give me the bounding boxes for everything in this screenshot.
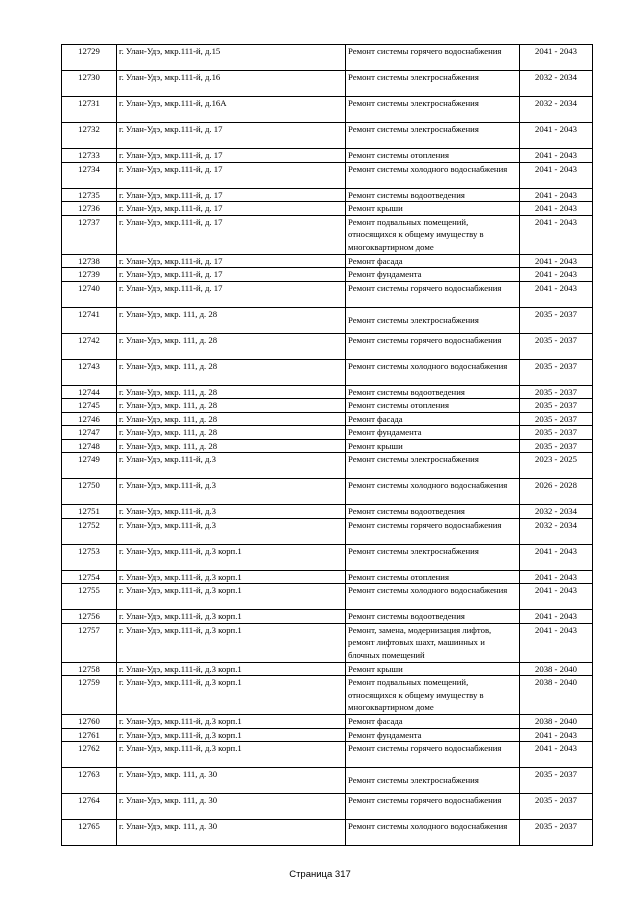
row-number: 12739: [62, 268, 117, 282]
row-period: 2038 - 2040: [520, 662, 593, 676]
page-number: Страница 317: [289, 869, 351, 880]
row-address: г. Улан-Удэ, мкр.111-й, д.15: [117, 45, 346, 71]
row-work-type: Ремонт системы электроснабжения: [346, 97, 520, 123]
row-work-type: Ремонт системы водоотведения: [346, 188, 520, 202]
table-row: [62, 676, 593, 715]
row-period: 2032 - 2034: [520, 505, 593, 519]
table-row: [62, 71, 593, 97]
row-address: г. Улан-Удэ, мкр.111-й, д.3 корп.1: [117, 728, 346, 742]
row-work-type: Ремонт системы электроснабжения: [346, 544, 520, 570]
table-row: [62, 715, 593, 729]
row-number: 12737: [62, 215, 117, 254]
row-address: г. Улан-Удэ, мкр. 111, д. 28: [117, 412, 346, 426]
row-address: г. Улан-Удэ, мкр.111-й, д. 17: [117, 254, 346, 268]
table-row: [62, 505, 593, 519]
table-row: [62, 623, 593, 662]
row-period: 2032 - 2034: [520, 518, 593, 544]
table-row: [62, 742, 593, 768]
row-work-type: Ремонт крыши: [346, 202, 520, 216]
row-number: 12754: [62, 570, 117, 584]
row-number: 12747: [62, 426, 117, 440]
row-number: 12745: [62, 399, 117, 413]
row-number: 12761: [62, 728, 117, 742]
row-address: г. Улан-Удэ, мкр. 111, д. 28: [117, 399, 346, 413]
row-address: г. Улан-Удэ, мкр.111-й, д.3 корп.1: [117, 623, 346, 662]
row-number: 12753: [62, 544, 117, 570]
row-work-type: Ремонт системы отопления: [346, 570, 520, 584]
row-work-type: Ремонт фундамента: [346, 268, 520, 282]
capital-repair-table: [61, 44, 593, 846]
table-body: [62, 45, 593, 846]
row-address: г. Улан-Удэ, мкр.111-й, д. 17: [117, 123, 346, 149]
table-row: [62, 426, 593, 440]
row-period: 2035 - 2037: [520, 820, 593, 846]
row-period: 2035 - 2037: [520, 359, 593, 385]
table-row: [62, 412, 593, 426]
row-work-type: Ремонт системы электроснабжения: [346, 123, 520, 149]
row-address: г. Улан-Удэ, мкр.111-й, д.3: [117, 479, 346, 505]
row-address: г. Улан-Удэ, мкр.111-й, д.3: [117, 518, 346, 544]
row-period: 2041 - 2043: [520, 45, 593, 71]
row-address: г. Улан-Удэ, мкр.111-й, д.16: [117, 71, 346, 97]
table-row: [62, 385, 593, 399]
row-work-type: Ремонт системы электроснабжения: [346, 453, 520, 479]
table-row: [62, 215, 593, 254]
row-number: 12756: [62, 610, 117, 624]
row-work-type: Ремонт системы отопления: [346, 149, 520, 163]
row-work-type: Ремонт системы горячего водоснабжения: [346, 518, 520, 544]
row-address: г. Улан-Удэ, мкр. 111, д. 30: [117, 794, 346, 820]
row-address: г. Улан-Удэ, мкр. 111, д. 28: [117, 359, 346, 385]
row-work-type: Ремонт системы водоотведения: [346, 505, 520, 519]
row-period: 2035 - 2037: [520, 385, 593, 399]
row-work-type: Ремонт, замена, модернизация лифтов, ремонт лифтовых шахт, машинных и блочных помещений: [346, 623, 520, 662]
row-address: г. Улан-Удэ, мкр. 111, д. 28: [117, 439, 346, 453]
row-period: 2035 - 2037: [520, 768, 593, 794]
table-row: [62, 97, 593, 123]
row-number: 12749: [62, 453, 117, 479]
row-number: 12734: [62, 162, 117, 188]
row-number: 12732: [62, 123, 117, 149]
row-number: 12755: [62, 584, 117, 610]
table-row: [62, 570, 593, 584]
row-number: 12735: [62, 188, 117, 202]
row-address: г. Улан-Удэ, мкр.111-й, д. 17: [117, 188, 346, 202]
row-number: 12736: [62, 202, 117, 216]
row-number: 12740: [62, 281, 117, 307]
table-row: [62, 479, 593, 505]
row-work-type: Ремонт системы водоотведения: [346, 385, 520, 399]
row-number: 12731: [62, 97, 117, 123]
table-row: [62, 45, 593, 71]
table-row: [62, 333, 593, 359]
row-work-type: Ремонт крыши: [346, 662, 520, 676]
row-work-type: Ремонт системы холодного водоснабжения: [346, 584, 520, 610]
row-number: 12729: [62, 45, 117, 71]
table-row: [62, 188, 593, 202]
row-address: г. Улан-Удэ, мкр. 111, д. 30: [117, 768, 346, 794]
row-number: 12738: [62, 254, 117, 268]
table-row: [62, 399, 593, 413]
row-work-type: Ремонт фасада: [346, 254, 520, 268]
table-row: [62, 544, 593, 570]
row-work-type: Ремонт системы отопления: [346, 399, 520, 413]
row-period: 2035 - 2037: [520, 439, 593, 453]
row-work-type: Ремонт системы холодного водоснабжения: [346, 820, 520, 846]
row-period: 2041 - 2043: [520, 188, 593, 202]
row-address: г. Улан-Удэ, мкр. 111, д. 28: [117, 385, 346, 399]
row-number: 12760: [62, 715, 117, 729]
row-period: 2041 - 2043: [520, 610, 593, 624]
row-number: 12748: [62, 439, 117, 453]
row-work-type: Ремонт системы электроснабжения: [346, 307, 520, 333]
row-period: 2035 - 2037: [520, 399, 593, 413]
table-row: [62, 268, 593, 282]
row-number: 12744: [62, 385, 117, 399]
row-address: г. Улан-Удэ, мкр.111-й, д.3: [117, 505, 346, 519]
row-period: 2038 - 2040: [520, 715, 593, 729]
row-number: 12733: [62, 149, 117, 163]
row-work-type: Ремонт фундамента: [346, 728, 520, 742]
row-address: г. Улан-Удэ, мкр.111-й, д.3 корп.1: [117, 742, 346, 768]
row-address: г. Улан-Удэ, мкр.111-й, д.3 корп.1: [117, 662, 346, 676]
table-row: [62, 202, 593, 216]
row-work-type: Ремонт системы горячего водоснабжения: [346, 281, 520, 307]
row-work-type: Ремонт системы холодного водоснабжения: [346, 359, 520, 385]
row-work-type: Ремонт системы водоотведения: [346, 610, 520, 624]
row-address: г. Улан-Удэ, мкр. 111, д. 28: [117, 333, 346, 359]
table-row: [62, 439, 593, 453]
table-row: [62, 584, 593, 610]
row-number: 12757: [62, 623, 117, 662]
row-period: 2041 - 2043: [520, 162, 593, 188]
row-address: г. Улан-Удэ, мкр. 111, д. 30: [117, 820, 346, 846]
row-period: 2041 - 2043: [520, 570, 593, 584]
row-period: 2038 - 2040: [520, 676, 593, 715]
row-address: г. Улан-Удэ, мкр. 111, д. 28: [117, 307, 346, 333]
row-work-type: Ремонт системы холодного водоснабжения: [346, 162, 520, 188]
row-address: г. Улан-Удэ, мкр. 111, д. 28: [117, 426, 346, 440]
row-period: 2035 - 2037: [520, 412, 593, 426]
row-address: г. Улан-Удэ, мкр.111-й, д. 17: [117, 268, 346, 282]
row-number: 12762: [62, 742, 117, 768]
row-period: 2035 - 2037: [520, 426, 593, 440]
row-address: г. Улан-Удэ, мкр.111-й, д.3: [117, 453, 346, 479]
table-row: [62, 149, 593, 163]
row-period: 2035 - 2037: [520, 794, 593, 820]
row-work-type: Ремонт системы электроснабжения: [346, 768, 520, 794]
table-row: [62, 359, 593, 385]
row-work-type: Ремонт системы горячего водоснабжения: [346, 333, 520, 359]
row-number: 12742: [62, 333, 117, 359]
row-address: г. Улан-Удэ, мкр.111-й, д.3 корп.1: [117, 715, 346, 729]
row-work-type: Ремонт системы электроснабжения: [346, 71, 520, 97]
table-row: [62, 728, 593, 742]
table-row: [62, 662, 593, 676]
row-period: 2032 - 2034: [520, 97, 593, 123]
row-period: 2041 - 2043: [520, 728, 593, 742]
row-number: 12758: [62, 662, 117, 676]
row-period: 2041 - 2043: [520, 254, 593, 268]
row-address: г. Улан-Удэ, мкр.111-й, д.3 корп.1: [117, 544, 346, 570]
row-work-type: Ремонт подвальных помещений, относящихся к общему имуществу в многоквартирном доме: [346, 215, 520, 254]
row-address: г. Улан-Удэ, мкр.111-й, д.3 корп.1: [117, 676, 346, 715]
row-number: 12759: [62, 676, 117, 715]
table-row: [62, 820, 593, 846]
row-period: 2035 - 2037: [520, 333, 593, 359]
row-period: 2041 - 2043: [520, 123, 593, 149]
table-row: [62, 518, 593, 544]
row-number: 12741: [62, 307, 117, 333]
table-row: [62, 281, 593, 307]
row-period: 2035 - 2037: [520, 307, 593, 333]
row-period: 2032 - 2034: [520, 71, 593, 97]
row-period: 2041 - 2043: [520, 281, 593, 307]
row-period: 2026 - 2028: [520, 479, 593, 505]
row-number: 12750: [62, 479, 117, 505]
table-row: [62, 453, 593, 479]
table-row: [62, 794, 593, 820]
row-work-type: Ремонт фасада: [346, 715, 520, 729]
row-work-type: Ремонт системы горячего водоснабжения: [346, 45, 520, 71]
row-period: 2041 - 2043: [520, 623, 593, 662]
row-period: 2041 - 2043: [520, 149, 593, 163]
row-number: 12752: [62, 518, 117, 544]
table-row: [62, 768, 593, 794]
row-period: 2041 - 2043: [520, 742, 593, 768]
table-row: [62, 610, 593, 624]
table-row: [62, 123, 593, 149]
row-work-type: Ремонт системы холодного водоснабжения: [346, 479, 520, 505]
row-work-type: Ремонт крыши: [346, 439, 520, 453]
table-row: [62, 162, 593, 188]
row-number: 12765: [62, 820, 117, 846]
row-number: 12746: [62, 412, 117, 426]
row-number: 12751: [62, 505, 117, 519]
row-address: г. Улан-Удэ, мкр.111-й, д.3 корп.1: [117, 610, 346, 624]
row-period: 2041 - 2043: [520, 215, 593, 254]
row-address: г. Улан-Удэ, мкр.111-й, д. 17: [117, 162, 346, 188]
row-work-type: Ремонт фундамента: [346, 426, 520, 440]
row-work-type: Ремонт системы горячего водоснабжения: [346, 742, 520, 768]
table-row: [62, 254, 593, 268]
row-number: 12743: [62, 359, 117, 385]
row-period: 2041 - 2043: [520, 544, 593, 570]
row-number: 12764: [62, 794, 117, 820]
row-period: 2041 - 2043: [520, 202, 593, 216]
row-address: г. Улан-Удэ, мкр.111-й, д.3 корп.1: [117, 570, 346, 584]
row-period: 2023 - 2025: [520, 453, 593, 479]
row-period: 2041 - 2043: [520, 268, 593, 282]
row-address: г. Улан-Удэ, мкр.111-й, д. 17: [117, 149, 346, 163]
row-address: г. Улан-Удэ, мкр.111-й, д.3 корп.1: [117, 584, 346, 610]
row-period: 2041 - 2043: [520, 584, 593, 610]
row-number: 12730: [62, 71, 117, 97]
row-work-type: Ремонт системы горячего водоснабжения: [346, 794, 520, 820]
row-address: г. Улан-Удэ, мкр.111-й, д. 17: [117, 281, 346, 307]
row-work-type: Ремонт фасада: [346, 412, 520, 426]
row-address: г. Улан-Удэ, мкр.111-й, д.16А: [117, 97, 346, 123]
row-work-type: Ремонт подвальных помещений, относящихся к общему имуществу в многоквартирном доме: [346, 676, 520, 715]
row-number: 12763: [62, 768, 117, 794]
row-address: г. Улан-Удэ, мкр.111-й, д. 17: [117, 215, 346, 254]
row-address: г. Улан-Удэ, мкр.111-й, д. 17: [117, 202, 346, 216]
table-row: [62, 307, 593, 333]
